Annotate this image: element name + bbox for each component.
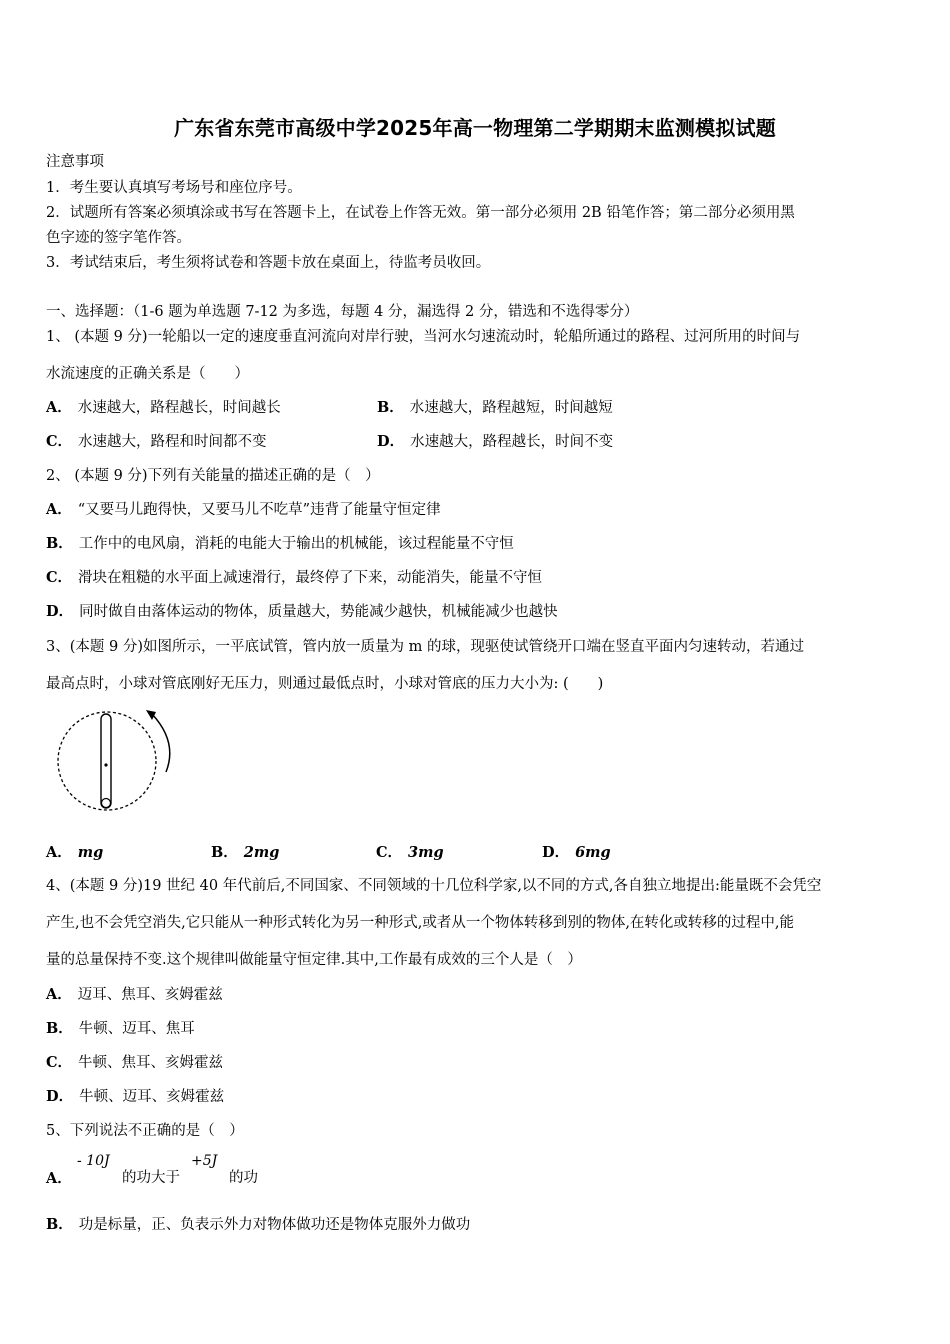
option-label: B． [46, 1020, 73, 1037]
notice-item: 色字迹的签字笔作答。 [46, 230, 191, 246]
q4-option-c [46, 1053, 223, 1073]
question-1-text: 1、 (本题 9 分)一轮船以一定的速度垂直河流向对岸行驶，当河水匀速流动时，轮船所通过的路程、过河所用的时间与 [46, 329, 801, 345]
rotation-arrow [152, 714, 170, 772]
option-label: D． [542, 844, 570, 861]
question-3-text: 3、(本题 9 分)如图所示，一平底试管，管内放一质量为 m 的球，现驱使试管绕开口端在竖直平面内匀速转动，若通过 [46, 639, 804, 655]
option-text: 同时做自由落体运动的物体，质量越大，势能减少越快，机械能减少也越快 [79, 604, 558, 620]
q3-option-b [211, 843, 279, 863]
q3-option-d [542, 843, 611, 863]
q2-option-a [46, 500, 441, 520]
option-label: B． [46, 1216, 73, 1233]
option-text: 牛顿、迈耳、亥姆霍兹 [79, 1089, 225, 1105]
work-value-positive: +5J [191, 1153, 218, 1169]
q1-option-d [377, 432, 613, 452]
ball [102, 799, 111, 808]
option-label: C． [46, 1054, 73, 1071]
option-text: 工作中的电风扇，消耗的电能大于输出的机械能，该过程能量不守恒 [78, 536, 514, 552]
option-text: 滑块在粗糙的水平面上减速滑行，最终停了下来，动能消失，能量不守恒 [78, 570, 543, 586]
option-label: A． [46, 986, 72, 1003]
option-label: C． [376, 844, 403, 861]
section-heading: 一、选择题：（1-6 题为单选题 7-12 为多选，每题 4 分，漏选得 2 分，错选和不选得零分） [46, 304, 639, 320]
notice-item: 2．试题所有答案必须填涂或书写在答题卡上，在试卷上作答无效。第一部分必须用 2B 铅笔作答；第二部分必须用黑 [46, 205, 795, 221]
option-label: C． [46, 433, 73, 450]
option-label: B． [46, 535, 73, 552]
work-value-negative: - 10J [77, 1153, 110, 1169]
q1-option-c [46, 432, 267, 452]
option-text: 水速越大，路程和时间都不变 [78, 434, 267, 450]
option-text: 牛顿、焦耳、亥姆霍兹 [78, 1055, 224, 1071]
option-text: 6mg [575, 844, 611, 861]
option-text: 水速越大，路程越长，时间不变 [410, 434, 614, 450]
option-label: B． [211, 844, 238, 861]
q4-option-b [46, 1019, 195, 1039]
q1-option-b [377, 398, 613, 418]
pivot-dot [104, 763, 107, 766]
option-text: 迈耳、焦耳、亥姆霍兹 [77, 987, 223, 1003]
option-text: 的功大于 [122, 1170, 180, 1186]
notice-item: 1．考生要认真填写考场号和座位序号。 [46, 180, 302, 196]
q2-option-c [46, 568, 542, 588]
question-3-text: 最高点时，小球对管底刚好无压力，则通过最低点时，小球对管底的压力大小为: ( ) [46, 676, 604, 692]
option-label: A． [46, 501, 72, 518]
option-text: 3mg [408, 844, 444, 861]
question-2-text: 2、 (本题 9 分)下列有关能量的描述正确的是（ ） [46, 468, 380, 484]
question-4-text: 产生,也不会凭空消失,它只能从一种形式转化为另一种形式,或者从一个物体转移到别的物体,在转化或转移的过程中,能 [46, 915, 795, 931]
q2-option-d [46, 602, 558, 622]
option-text: 水速越大，路程越长，时间越长 [77, 400, 281, 416]
option-label: D． [377, 433, 405, 450]
option-label: D． [46, 603, 74, 620]
option-label: A． [46, 844, 72, 861]
option-text: 的功 [229, 1170, 258, 1186]
test-tube [101, 714, 111, 808]
option-label: B． [377, 399, 404, 416]
option-text: “又要马儿跑得快，又要马儿不吃草”违背了能量守恒定律 [77, 502, 441, 518]
q5-option-b [46, 1215, 470, 1235]
page-title: 广东省东莞市高级中学2025年高一物理第二学期期末监测模拟试题 [174, 116, 776, 140]
option-text: 水速越大，路程越短，时间越短 [409, 400, 613, 416]
question-1-text: 水流速度的正确关系是（ ） [46, 366, 249, 382]
question-5-text: 5、下列说法不正确的是（ ） [46, 1123, 244, 1139]
option-label: A． [46, 399, 72, 416]
rotating-tube-diagram [52, 706, 182, 818]
option-label: A． [46, 1170, 72, 1187]
option-text: 功是标量，正、负表示外力对物体做功还是物体克服外力做功 [78, 1217, 471, 1233]
q4-option-d [46, 1087, 224, 1107]
option-label: D． [46, 1088, 74, 1105]
q3-option-a [46, 843, 103, 863]
notice-heading: 注意事项 [46, 154, 104, 170]
notice-item: 3．考试结束后，考生须将试卷和答题卡放在桌面上，待监考员收回。 [46, 255, 491, 271]
arrow-head-icon [146, 710, 156, 720]
option-text: 牛顿、迈耳、焦耳 [78, 1021, 195, 1037]
question-4-text: 4、(本题 9 分)19 世纪 40 年代前后,不同国家、不同领域的十几位科学家,以不同的方式,各自独立地提出:能量既不会凭空 [46, 878, 822, 894]
option-text: 2mg [243, 844, 280, 861]
q3-option-c [376, 843, 444, 863]
q4-option-a [46, 985, 223, 1005]
question-4-text: 量的总量保持不变.这个规律叫做能量守恒定律.其中,工作最有成效的三个人是（ ） [46, 952, 582, 968]
q2-option-b [46, 534, 514, 554]
option-text: mg [77, 844, 104, 861]
q1-option-a [46, 398, 281, 418]
option-label: C． [46, 569, 73, 586]
